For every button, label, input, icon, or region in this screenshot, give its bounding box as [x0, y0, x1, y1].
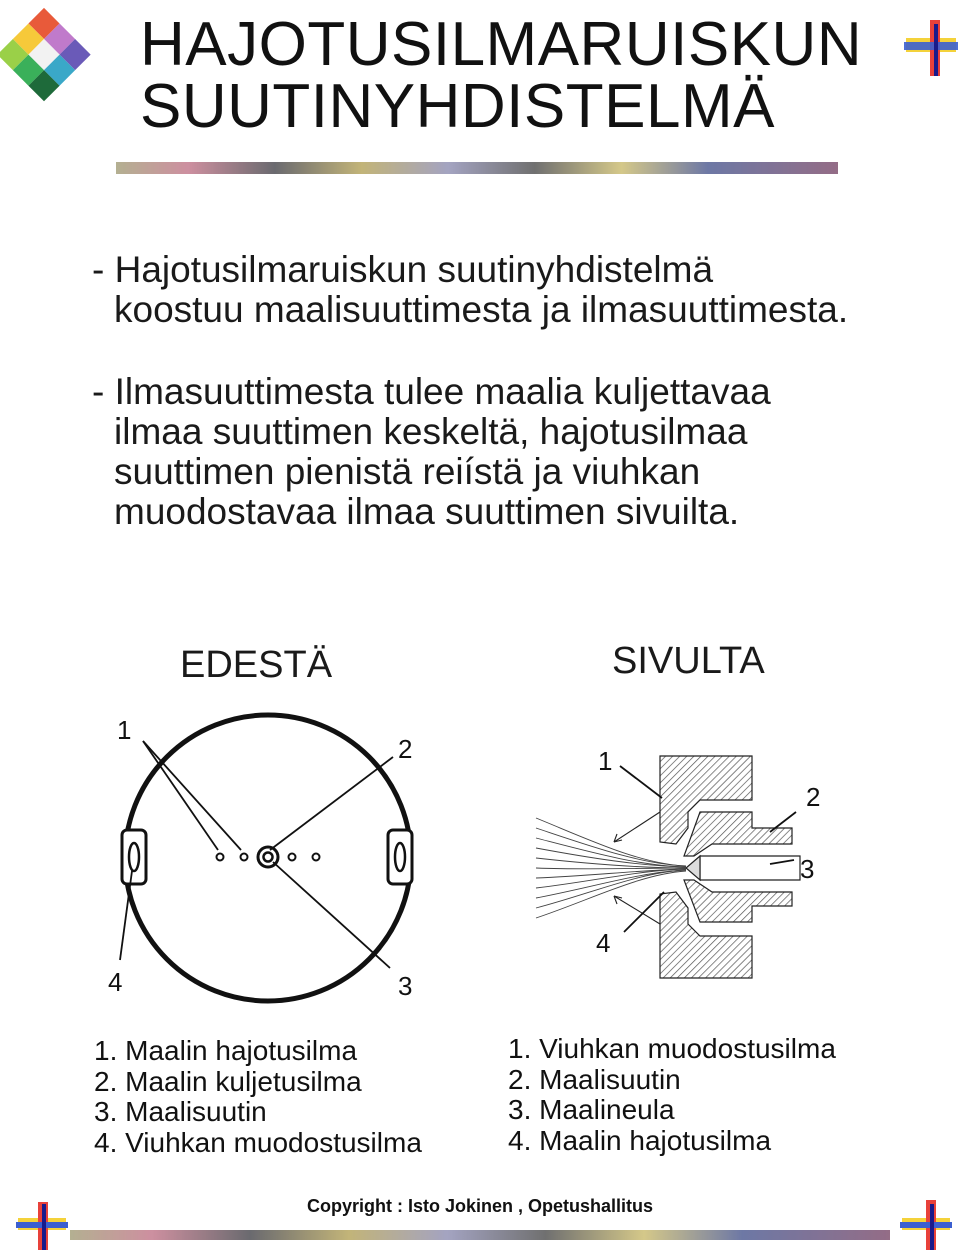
legend-item: 4. Maalin hajotusilma — [508, 1124, 772, 1156]
side-callout-1: 1 — [598, 746, 613, 776]
paragraph-line: - Ilmasuuttimesta tulee maalia kuljettavaa — [92, 371, 771, 412]
title-line-1: HAJOTUSILMARUISKUN — [140, 10, 863, 79]
page-title — [140, 10, 863, 141]
horn-right — [388, 830, 412, 884]
fluid-nozzle — [684, 812, 792, 856]
footer-divider — [70, 1230, 890, 1240]
color-diamond-logo — [0, 4, 92, 108]
legend-item: 2. Maalin kuljetusilma — [94, 1065, 362, 1097]
side-view-diagram — [530, 740, 870, 990]
front-view-legend — [94, 1036, 422, 1158]
copyright-notice: Copyright : Isto Jokinen , Opetushallitus — [306, 1196, 654, 1216]
legend-item: 3. Maalisuutin — [94, 1096, 267, 1127]
legend-item: 1. Viuhkan muodostusilma — [508, 1033, 836, 1064]
side-callout-3: 3 — [800, 854, 815, 884]
front-callout-3: 3 — [398, 971, 413, 1001]
front-view-heading: EDESTÄ — [180, 644, 333, 686]
legend-item: 3. Maalineula — [508, 1094, 675, 1125]
horn-left — [122, 830, 146, 884]
paint-needle — [700, 856, 800, 880]
side-leader-1 — [620, 766, 662, 798]
title-divider — [116, 162, 838, 174]
leader-3 — [273, 862, 390, 968]
legend-item: 4. Viuhkan muodostusilma — [94, 1126, 422, 1158]
front-callout-4: 4 — [108, 967, 123, 997]
title-line-2: SUUTINYHDISTELMÄ — [140, 72, 775, 141]
paragraph-line: suuttimen pienistä reiístä ja viuhkan — [114, 451, 701, 492]
leader-2 — [270, 757, 393, 850]
side-view-legend — [508, 1034, 836, 1156]
paragraph-line: ilmaa suuttimen keskeltä, hajotusilmaa — [114, 411, 748, 452]
air-cap-outline — [125, 715, 411, 1001]
side-callout-2: 2 — [806, 782, 821, 812]
legend-item: 1. Maalin hajotusilma — [94, 1035, 358, 1066]
atomizing-hole — [241, 854, 248, 861]
cross-mark-icon — [900, 16, 960, 78]
front-view-diagram — [96, 700, 436, 1010]
front-callout-2: 2 — [398, 734, 413, 764]
atomizing-hole — [289, 854, 296, 861]
legend-item: 2. Maalisuutin — [508, 1063, 681, 1095]
intro-paragraph — [92, 250, 848, 330]
atomizing-hole — [313, 854, 320, 861]
paragraph-line: - Hajotusilmaruiskun suutinyhdistelmä — [92, 249, 714, 290]
leader-1b — [143, 741, 241, 850]
side-callout-4: 4 — [596, 928, 611, 958]
atomizing-hole — [217, 854, 224, 861]
fluid-nozzle — [684, 880, 792, 922]
front-callout-1: 1 — [117, 715, 132, 745]
side-view-heading: SIVULTA — [612, 640, 765, 682]
paragraph-line: muodostavaa ilmaa suuttimen sivuilta. — [114, 491, 740, 532]
side-leader-4 — [624, 892, 664, 932]
air-paragraph — [92, 372, 771, 532]
leader-1a — [143, 741, 218, 850]
paragraph-line: koostuu maalisuuttimesta ja ilmasuuttimesta. — [114, 289, 849, 330]
